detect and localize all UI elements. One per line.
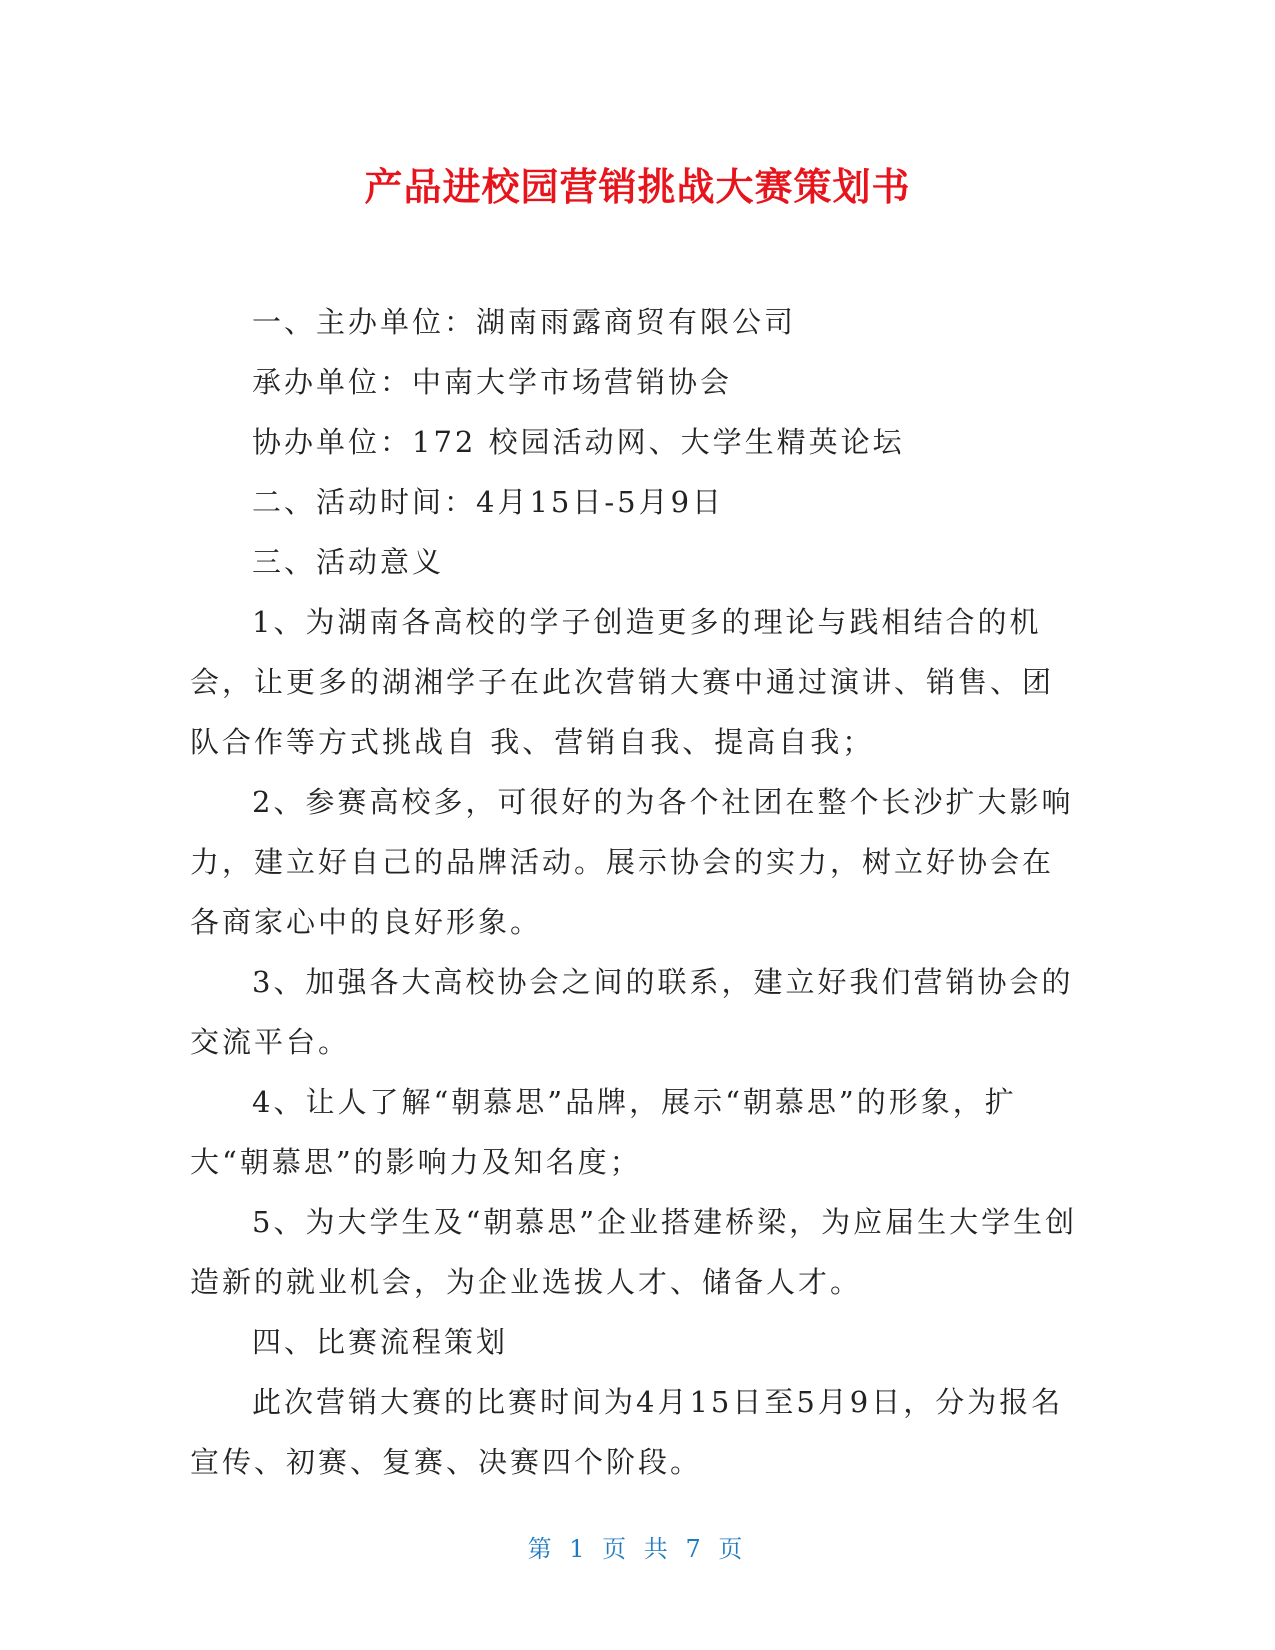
paragraph-process: 此次营销大赛的比赛时间为4月15日至5月9日，分为报名宣传、初赛、复赛、决赛四个阶段。: [190, 1385, 1064, 1479]
paragraph-item-5: 5、为大学生及“朝慕思”企业搭建桥梁，为应届生大学生创造新的就业机会，为企业选拔人才、储备人才。: [190, 1205, 1078, 1299]
paragraph-activity-time: 二、活动时间：4月15日-5月9日: [252, 485, 725, 519]
section-heading-significance: 三、活动意义: [252, 545, 445, 579]
paragraph-organizer: 承办单位：中南大学市场营销协会: [252, 365, 733, 399]
section-heading-process: 四、比赛流程策划: [252, 1325, 509, 1359]
paragraph-item-2: 2、参赛高校多，可很好的为各个社团在整个长沙扩大影响力，建立好自己的品牌活动。展示协会的实力，树立好协会在各商家心中的良好形象。: [190, 785, 1074, 939]
paragraph-item-3: 3、加强各大高校协会之间的联系，建立好我们营销协会的交流平台。: [190, 965, 1074, 1059]
paragraph-item-1: 1、为湖南各高校的学子创造更多的理论与践相结合的机会，让更多的湖湘学子在此次营销大赛中通过演讲、销售、团队合作等方式挑战自 我、营销自我、提高自我；: [190, 605, 1055, 759]
paragraph-item-4: 4、让人了解“朝慕思”品牌，展示“朝慕思”的形象，扩大“朝慕思”的影响力及知名度；: [190, 1085, 1017, 1179]
paragraph-co-organizer: 协办单位：172 校园活动网、大学生精英论坛: [252, 425, 905, 459]
page-title: 产品进校园营销挑战大赛策划书: [364, 165, 911, 209]
document-body: [190, 292, 1085, 1492]
page-footer: 第 1 页 共 7 页: [527, 1535, 748, 1563]
paragraph-host: 一、主办单位：湖南雨露商贸有限公司: [252, 305, 797, 339]
